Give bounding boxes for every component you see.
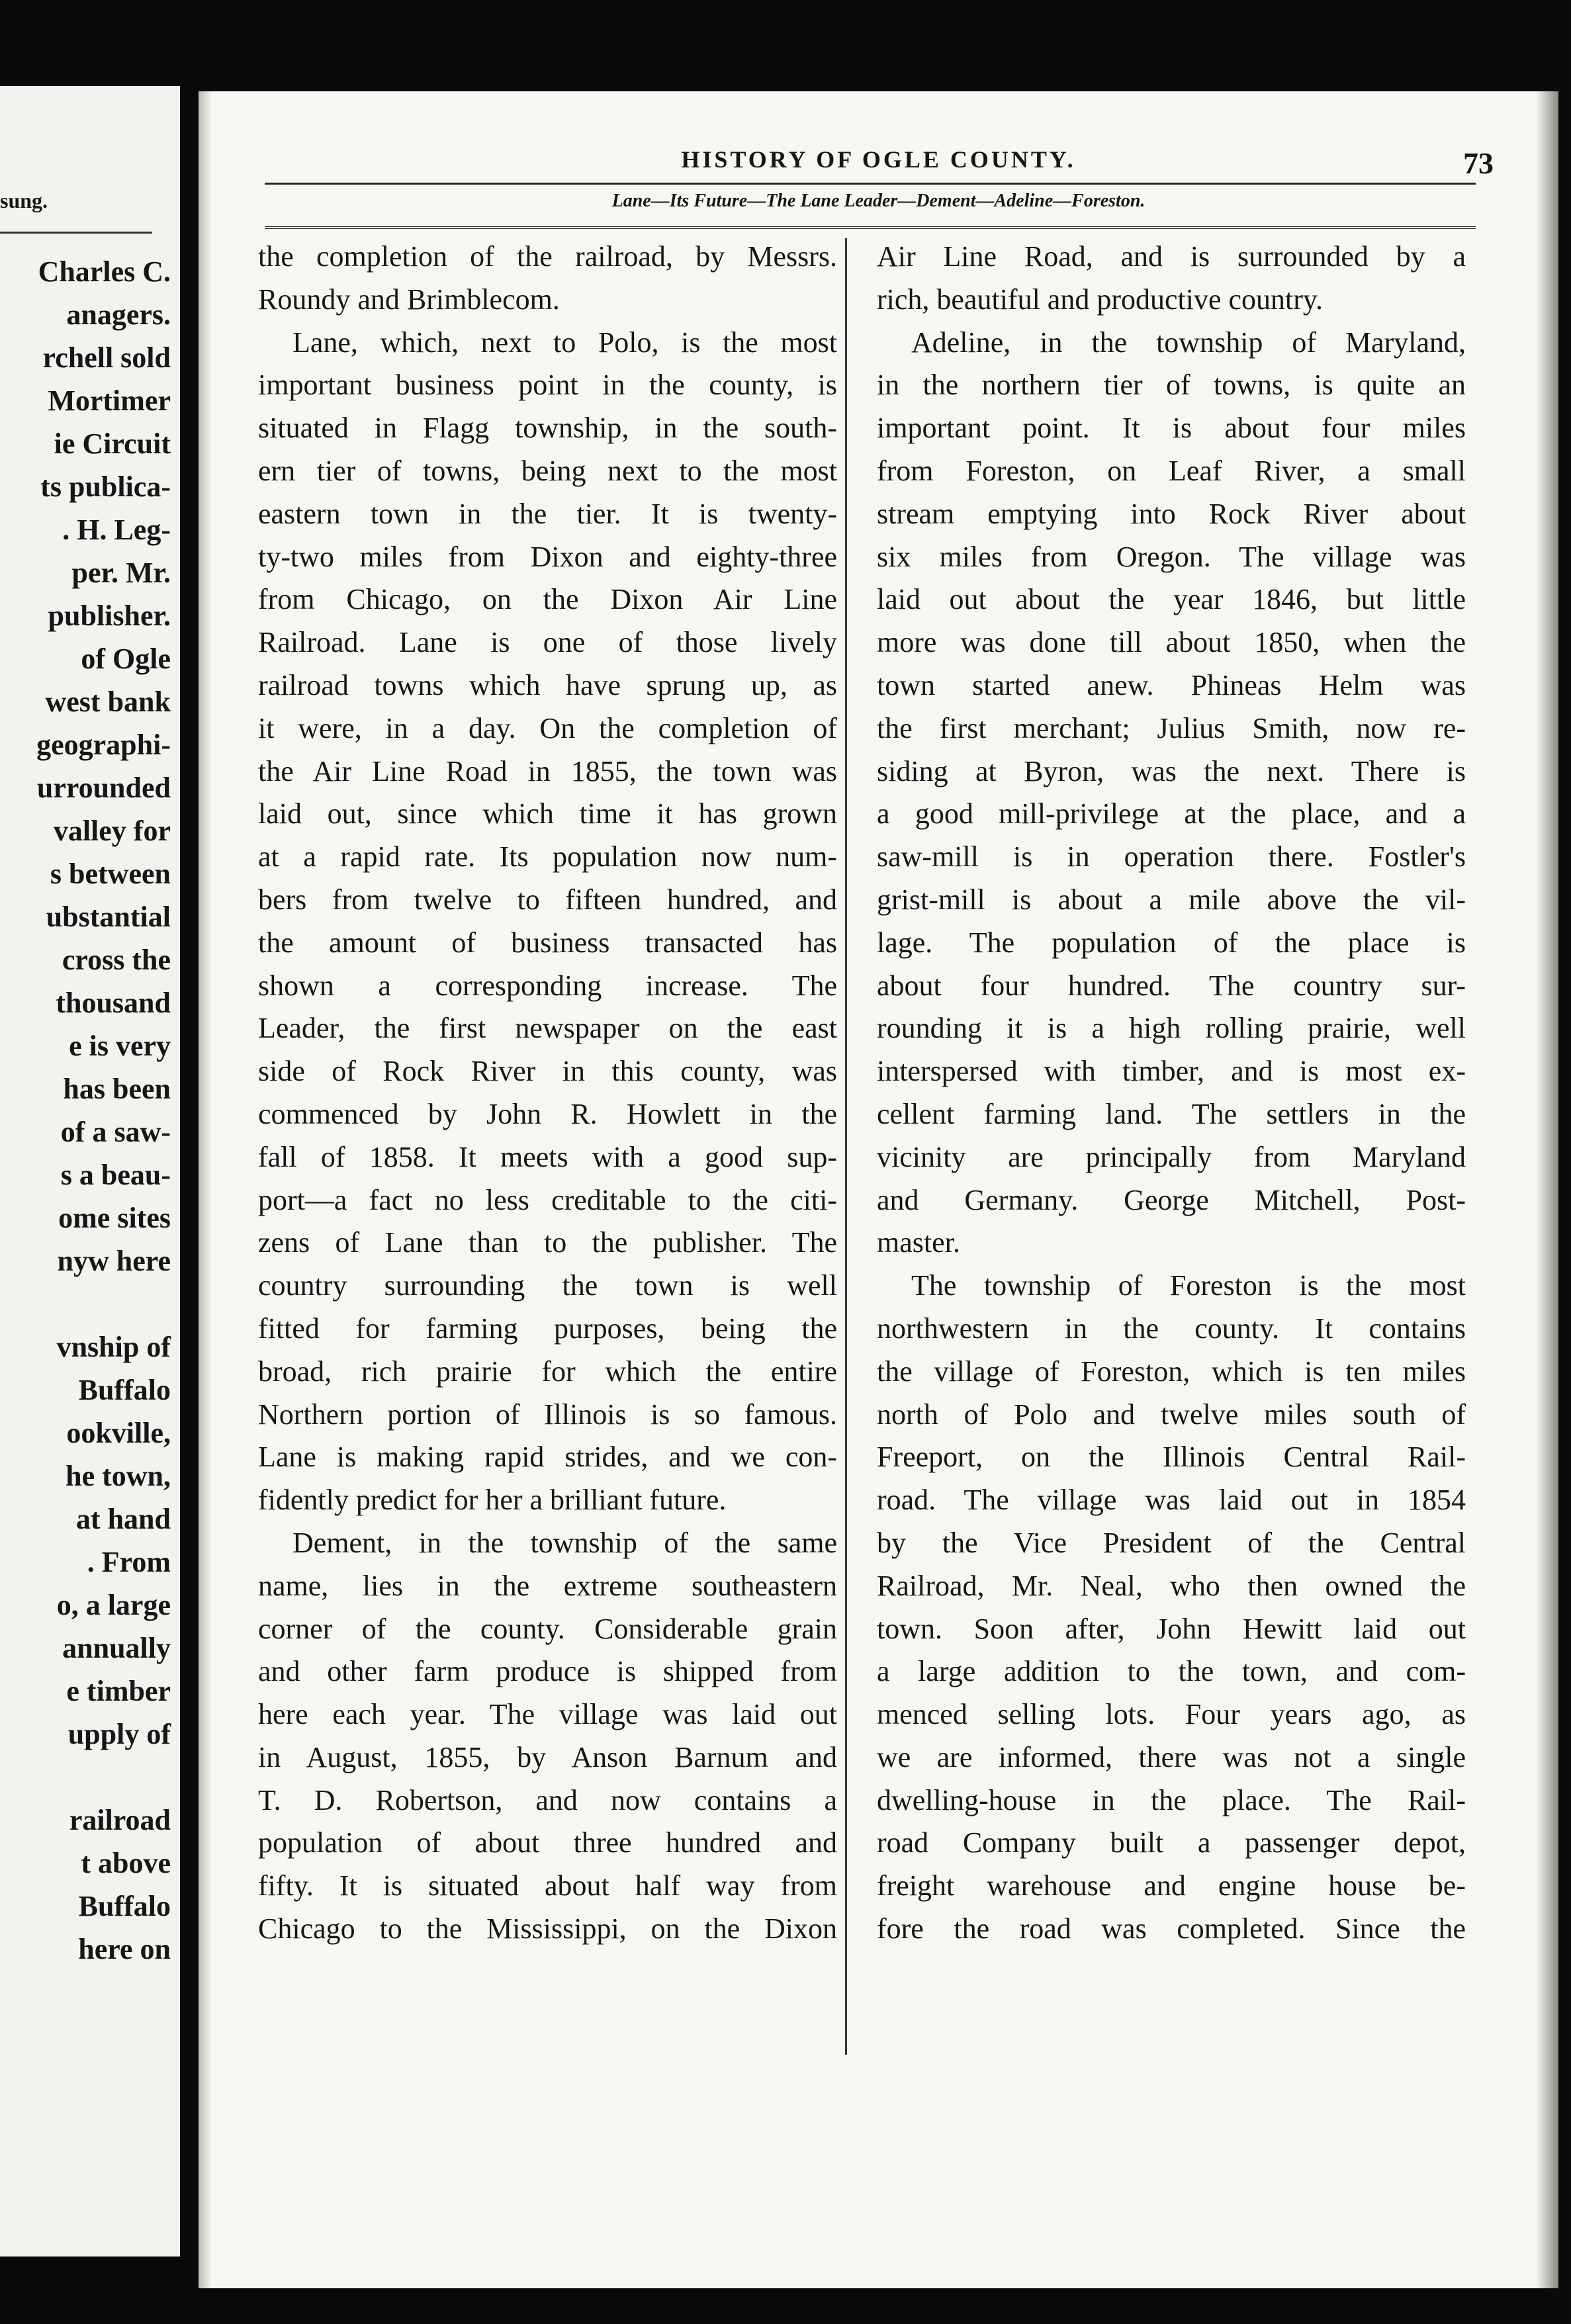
running-title: HISTORY OF OGLE COUNTY. [681,146,1076,173]
left-line [0,1756,171,1799]
text-line: side of Rock River in this county, was [258,1055,837,1088]
text-line: railroad towns which have sprung up, as [258,668,837,701]
left-line: vnship of [56,1331,171,1363]
text-line: vicinity are principally from Maryland [877,1140,1466,1173]
text-line: Dement, in the township of the same [292,1526,837,1559]
page-subtitle: Lane—Its Future—The Lane Leader—Dement—Adeline—Foreston. [611,191,1145,211]
left-line: ookville, [66,1417,171,1449]
left-line: . From [87,1546,171,1578]
left-page-fragment [0,86,180,2257]
left-line: rchell sold [42,341,171,374]
text-line: we are informed, there was not a single [877,1740,1466,1773]
text-line: the Air Line Road in 1855, the town was [258,754,837,787]
text-line: The township of Foreston is the most [911,1269,1466,1302]
left-line: t above [81,1847,171,1879]
text-line: T. D. Robertson, and now contains a [258,1783,837,1816]
text-line: eastern town in the tier. It is twenty- [258,497,837,530]
text-line: fore the road was completed. Since the [877,1912,1466,1945]
left-line: has been [63,1073,171,1105]
subtitle-rule [265,226,1476,229]
text-line: important business point in the county, is [258,369,837,402]
left-line: s between [50,858,171,890]
left-line: railroad [69,1804,171,1836]
column-divider [845,238,847,2055]
left-line: e is very [69,1030,171,1062]
text-line: rich, beautiful and productive country. [877,283,1324,316]
text-line: Adeline, in the township of Maryland, [911,326,1466,359]
text-line: ty-two miles from Dixon and eighty-three [258,540,837,573]
header-rule [265,183,1476,185]
text-line: a good mill-privilege at the place, and a [877,797,1466,830]
text-line: by the Vice President of the Central [877,1526,1466,1559]
text-line: ern tier of towns, being next to the most [258,454,837,487]
text-line: in the northern tier of towns, is quite an [877,369,1466,402]
left-line: of Ogle [81,643,171,675]
text-line: Northern portion of Illinois is so famous. [258,1398,837,1431]
text-line: grist-mill is about a mile above the vil- [877,883,1466,916]
left-line: Mortimer [48,384,171,417]
text-line: road. The village was laid out in 1854 [877,1484,1466,1517]
left-page-rule [0,232,152,234]
text-line: fall of 1858. It meets with a good sup- [258,1140,837,1173]
text-line: Freeport, on the Illinois Central Rail- [877,1441,1466,1474]
text-line: more was done till about 1850, when the [877,626,1466,659]
left-line: per. Mr. [71,557,171,589]
text-line: at a rapid rate. Its population now num- [258,840,837,873]
text-line: about four hundred. The country sur- [877,969,1466,1002]
text-line: broad, rich prairie for which the entire [258,1355,837,1388]
text-column-right [877,236,1466,1951]
left-page-header: sung. [0,189,48,212]
text-line: country surrounding the town is well [258,1269,837,1302]
left-line: west bank [45,686,171,718]
text-line: dwelling-house in the place. The Rail- [877,1783,1466,1816]
left-line: he town, [66,1460,171,1492]
text-line: from Foreston, on Leaf River, a small [877,454,1466,487]
left-line: s a beau- [60,1159,171,1191]
text-line: the amount of business transacted has [258,926,837,959]
text-line: important point. It is about four miles [877,412,1466,445]
text-line: lage. The population of the place is [877,926,1466,959]
text-line: Chicago to the Mississippi, on the Dixon [258,1912,837,1945]
text-line: here each year. The village was laid out [258,1698,837,1731]
text-line: town. Soon after, John Hewitt laid out [877,1612,1466,1645]
text-line: Lane is making rapid strides, and we con- [258,1441,837,1474]
text-line: town started anew. Phineas Helm was [877,668,1466,701]
text-line: fifty. It is situated about half way from [258,1869,837,1902]
text-line: north of Polo and twelve miles south of [877,1398,1466,1431]
left-line: of a saw- [60,1116,171,1148]
text-line: situated in Flagg township, in the south- [258,412,837,445]
text-line: corner of the county. Considerable grain [258,1612,837,1645]
text-line: Lane, which, next to Polo, is the most [292,326,837,359]
left-line: o, a large [56,1589,171,1621]
left-line: Buffalo [78,1890,171,1922]
main-page [199,91,1558,2288]
left-line: publisher. [48,600,171,632]
text-line: and other farm produce is shipped from [258,1655,837,1688]
left-line: ts publica- [40,470,171,503]
text-line: population of about three hundred and [258,1826,837,1859]
left-line: thousand [56,987,171,1019]
left-line: ome sites [58,1202,171,1234]
text-line: laid out, since which time it has grown [258,797,837,830]
text-line: the first merchant; Julius Smith, now re- [877,711,1466,744]
text-line: menced selling lots. Four years ago, as [877,1698,1466,1731]
text-line: fidently predict for her a brilliant future. [258,1484,727,1517]
left-line: ubstantial [46,901,171,933]
text-line: bers from twelve to fifteen hundred, and [258,883,837,916]
left-line: ie Circuit [54,427,171,460]
text-line: saw-mill is in operation there. Fostler's [877,840,1466,873]
text-line: freight warehouse and engine house be- [877,1869,1466,1902]
text-line: Railroad. Lane is one of those lively [258,626,837,659]
text-line: fitted for farming purposes, being the [258,1312,837,1345]
text-line: the village of Foreston, which is ten miles [877,1355,1466,1388]
text-line: stream emptying into Rock River about [877,497,1466,530]
left-line: valley for [53,815,171,847]
text-line: Air Line Road, and is surrounded by a [877,240,1466,273]
text-line: northwestern in the county. It contains [877,1312,1466,1345]
text-line: Leader, the first newspaper on the east [258,1012,837,1045]
left-line: upply of [67,1718,171,1750]
text-line: laid out about the year 1846, but little [877,583,1466,616]
text-line: road Company built a passenger depot, [877,1826,1466,1859]
left-line: annually [62,1632,171,1664]
left-line: here on [78,1933,171,1965]
text-line: a large addition to the town, and com- [877,1655,1466,1688]
text-line: and Germany. George Mitchell, Post- [877,1183,1466,1216]
text-line: shown a corresponding increase. The [258,969,837,1002]
left-line: anagers. [66,298,171,331]
text-line: from Chicago, on the Dixon Air Line [258,583,837,616]
text-column-left [258,236,837,1951]
left-line: Charles C. [38,255,171,288]
left-line: nyw here [57,1245,171,1277]
text-line: siding at Byron, was the next. There is [877,754,1466,787]
left-line: at hand [75,1503,171,1535]
text-line: it were, in a day. On the completion of [258,711,837,744]
text-line: commenced by John R. Howlett in the [258,1097,837,1130]
text-line: six miles from Oregon. The village was [877,540,1466,573]
left-line: e timber [66,1675,171,1707]
text-line: Railroad, Mr. Neal, who then owned the [877,1569,1466,1602]
left-line: Buffalo [78,1374,171,1406]
text-line: rounding it is a high rolling prairie, well [877,1012,1466,1045]
left-page-text [0,250,171,1971]
left-line: . H. Leg- [62,514,171,546]
text-line: zens of Lane than to the publisher. The [258,1226,837,1259]
left-line: geographi- [36,729,171,761]
text-line: name, lies in the extreme southeastern [258,1569,837,1602]
left-line: cross the [62,944,171,976]
text-line: port—a fact no less creditable to the citi- [258,1183,837,1216]
left-line: urrounded [36,772,171,804]
text-line: in August, 1855, by Anson Barnum and [258,1740,837,1773]
text-line: the completion of the railroad, by Messrs. [258,240,837,273]
page-number: 73 [1463,146,1494,180]
text-line: interspersed with timber, and is most ex- [877,1055,1466,1088]
text-line: master. [877,1226,960,1259]
text-line: Roundy and Brimblecom. [258,283,560,316]
text-line: cellent farming land. The settlers in the [877,1097,1466,1130]
left-line [0,1282,171,1325]
